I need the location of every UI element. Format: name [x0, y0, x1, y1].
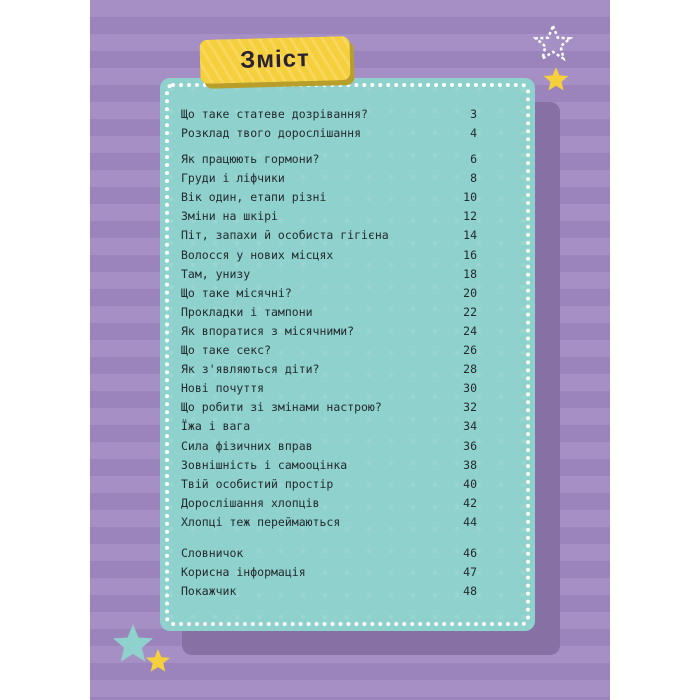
toc-entry-page: 20	[463, 285, 477, 300]
yellow-star-small-icon	[146, 649, 170, 672]
toc-entry-title: Корисна інформація	[181, 565, 306, 580]
toc-entry-title: Волосся у нових місцях	[181, 247, 334, 262]
toc-entry[interactable]	[181, 169, 477, 188]
toc-entry-title: Розклад твого дорослішання	[181, 126, 362, 141]
toc-entry[interactable]	[181, 379, 477, 398]
toc-entry[interactable]	[181, 398, 477, 417]
toc-entry[interactable]	[181, 544, 477, 563]
toc-entry-page: 24	[463, 323, 477, 338]
toc-entry-title: Як працюють гормони?	[181, 152, 320, 166]
toc-entry-title: Нові почуття	[181, 381, 265, 396]
toc-entry-page: 3	[470, 107, 477, 121]
toc-entry[interactable]	[181, 303, 477, 322]
toc-entry[interactable]	[181, 563, 477, 582]
toc-entry[interactable]	[181, 475, 477, 494]
toc-entry-title: Словничок	[181, 546, 244, 560]
toc-entry[interactable]	[181, 284, 477, 303]
toc-entry-title: Там, унизу	[181, 266, 251, 281]
toc-entry-page: 18	[463, 266, 477, 281]
toc-entry-title: Груди і ліфчики	[181, 171, 285, 186]
toc-entry[interactable]	[181, 188, 477, 207]
toc-entry[interactable]	[181, 124, 477, 143]
toc-entry-page: 48	[463, 584, 477, 599]
toc-entry-page: 46	[463, 546, 477, 560]
toc-entry[interactable]	[181, 150, 477, 169]
toc-entry[interactable]	[181, 246, 477, 265]
toc-entry-page: 14	[463, 228, 477, 243]
toc-entry-page: 42	[463, 495, 477, 510]
toc-entry-title: Твій особистий простір	[181, 476, 334, 491]
toc-entry-title: Їжа і вага	[181, 419, 251, 434]
toc-entry[interactable]	[181, 494, 477, 513]
toc-entry[interactable]	[181, 456, 477, 475]
toc-entry-title: Прокладки і тампони	[181, 304, 313, 319]
toc-entry[interactable]	[181, 105, 477, 124]
toc-entry[interactable]	[181, 322, 477, 341]
toc-entry[interactable]	[181, 207, 477, 226]
toc-entry-page: 16	[463, 247, 477, 262]
toc-entry-title: Сила фізичних вправ	[181, 438, 313, 453]
toc-entry-title: Зміни на шкірі	[181, 209, 278, 224]
toc-entry-page: 38	[463, 457, 477, 472]
toc-entry-page: 22	[463, 304, 477, 319]
yellow-star-icon	[544, 67, 569, 91]
toc-entry-page: 28	[463, 362, 477, 377]
toc-entry-page: 32	[463, 400, 477, 415]
toc-entry-page: 8	[470, 171, 477, 186]
toc-entry-page: 4	[470, 126, 477, 141]
toc-entry-page: 6	[470, 152, 477, 166]
toc-entry-page: 40	[463, 476, 477, 491]
toc-entry-page: 47	[463, 565, 477, 580]
toc-entry[interactable]	[181, 513, 477, 532]
toc-entry[interactable]	[181, 265, 477, 284]
toc-entry-title: Як з'являються діти?	[181, 362, 320, 377]
toc-entry-title: Покажчик	[181, 584, 237, 599]
toc-entry[interactable]	[181, 417, 477, 436]
toc-entry-title: Дорослішання хлопців	[181, 495, 320, 510]
toc-entry-title: Що таке секс?	[181, 343, 272, 357]
toc-entry-page: 10	[463, 190, 477, 205]
page-title: Зміст	[239, 45, 311, 74]
toc-entry[interactable]	[181, 341, 477, 360]
toc-entry[interactable]	[181, 360, 477, 379]
toc-entry-title: Вік один, етапи різні	[181, 190, 327, 205]
toc-entry[interactable]	[181, 582, 477, 601]
toc-entry[interactable]	[181, 226, 477, 245]
teal-star-icon	[113, 624, 153, 662]
toc-entry-title: Що таке статеве дозрівання?	[181, 107, 368, 121]
toc-entry[interactable]	[181, 437, 477, 456]
toc-entry-title: Як впоратися з місячними?	[181, 323, 355, 338]
outline-star-icon	[536, 26, 570, 59]
toc-entry-title: Піт, запахи й особиста гігієна	[181, 228, 389, 243]
toc-entry-page: 34	[463, 419, 477, 434]
toc-entry-title: Хлопці теж переймаються	[181, 514, 341, 529]
toc-entry-page: 30	[463, 381, 477, 396]
toc-entry-title: Що таке місячні?	[181, 285, 292, 300]
toc-entry-page: 44	[463, 514, 477, 529]
toc-entry-title: Зовнішність і самооцінка	[181, 457, 348, 472]
toc-entry-page: 36	[463, 438, 477, 453]
toc-entry-page: 26	[463, 343, 477, 357]
toc-entry-page: 12	[463, 209, 477, 224]
toc-entry-title: Що робити зі змінами настрою?	[181, 400, 382, 415]
